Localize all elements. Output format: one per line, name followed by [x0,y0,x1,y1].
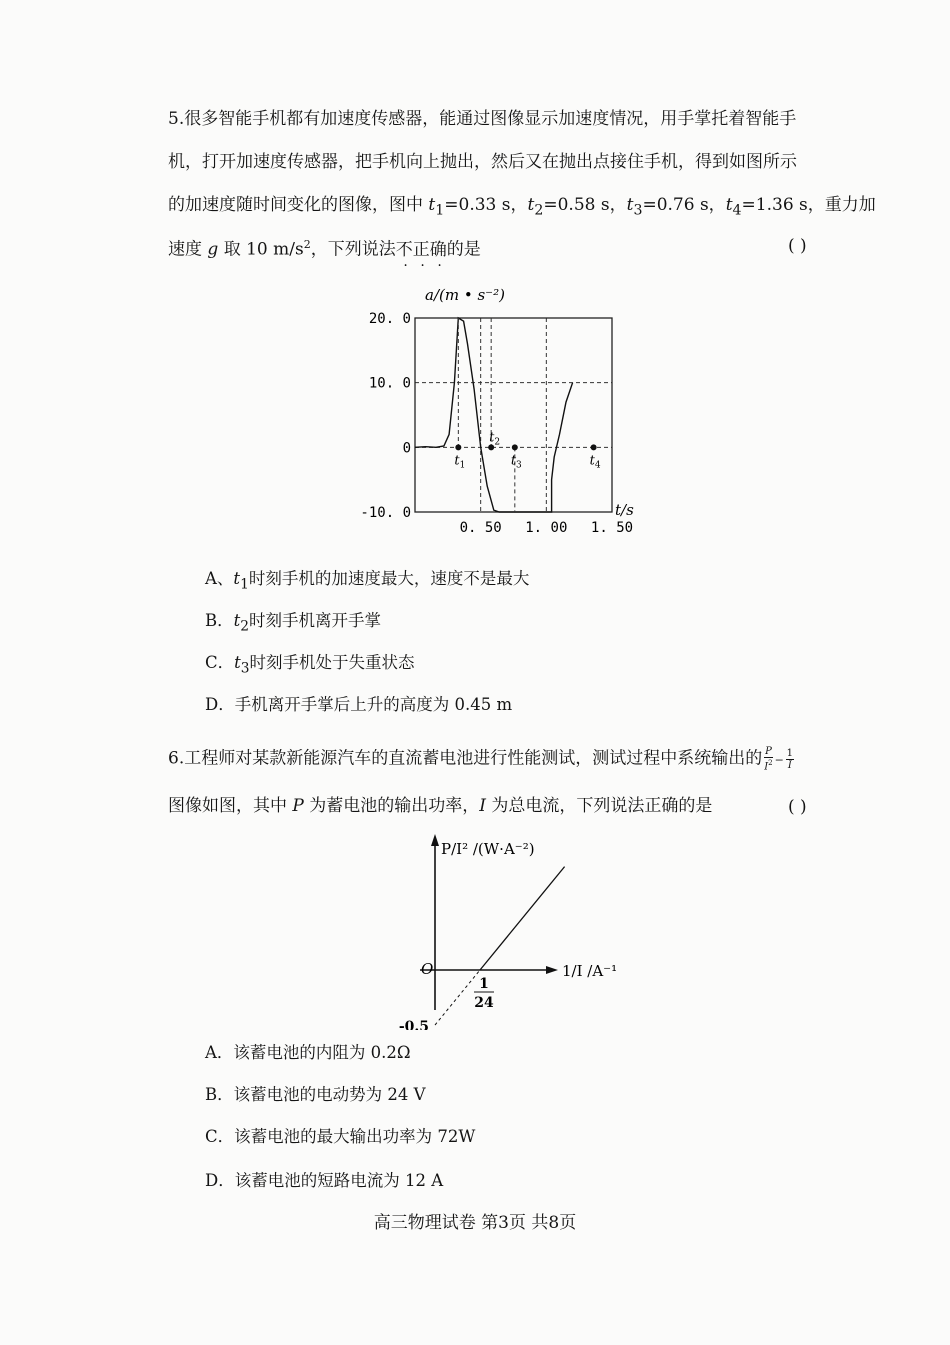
y-tick-label: 20. 0 [368,311,411,327]
time-marker-dot [591,444,597,450]
time-marker-dot [455,444,461,450]
q5-line-3: 的加速度随时间变化的图像，图中 $t_1=0.33$ s，$t_2=0.58$ s，$t_3=0.76$ s，$t_4=1.36$ s，重力加 [168,195,876,219]
y-tick-label: 0 [402,440,411,457]
q5-line-2: 机，打开加速度传感器，把手机向上抛出，然后又在抛出点接住手机，得到如图所示 [168,152,797,172]
battery-chart-body [399,834,617,1030]
q5-answer-bracket: ( ) [788,236,807,256]
time-marker-dot [512,444,518,450]
q6-answer-bracket: ( ) [788,797,807,817]
x-tick-label: 1. 50 [590,520,634,536]
x-intercept-num: 1 [479,976,489,992]
y-tick-label: 10. 0 [368,375,411,392]
time-marker-label: $t_1$ [454,453,466,471]
accel-curve [415,318,573,512]
q5-option-b[interactable]: B．$t_2$时刻手机离开手掌 [205,611,382,635]
x-tick-label: 0. 50 [459,520,502,536]
y-axis-label: P/I² /(W·A⁻²) [441,840,535,858]
extrapolation-line [435,970,480,1025]
q6-option-c[interactable]: C．该蓄电池的最大输出功率为 72W [205,1127,476,1146]
y-intercept-label: -0.5 [398,1019,429,1030]
emphasis-char: 不 [395,239,413,260]
emphasis-char: 正 [412,239,430,260]
origin-label: O [421,960,434,978]
q5-option-d[interactable]: D．手机离开手掌后上升的高度为 0.45 m [205,695,513,714]
plot-frame [415,318,612,512]
y-axis-label: a/(m • s⁻²) [425,286,505,304]
q6-option-a[interactable]: A．该蓄电池的内阻为 0.2Ω [205,1043,411,1062]
page-footer: 高三物理试卷 第3页 共8页 [373,1213,577,1233]
x-axis-label: t/s [615,501,634,519]
q6-option-d[interactable]: D．该蓄电池的短路电流为 12 A [205,1171,444,1190]
time-marker-label: $t_3$ [510,453,522,471]
x-tick-label: 1. 00 [525,520,568,536]
data-line [480,867,565,970]
q5-option-a[interactable]: A、$t_1$时刻手机的加速度最大，速度不是最大 [205,569,530,593]
accel-chart-body [360,286,634,536]
q5-line-1: 5.很多智能手机都有加速度传感器，能通过图像显示加速度情况，用手掌托着智能手 [168,109,797,129]
q6-option-b[interactable]: B．该蓄电池的电动势为 24 V [205,1085,426,1104]
accel-chart [355,278,655,548]
x-intercept-den: 24 [474,995,494,1011]
x-axis-label: 1/I /A⁻¹ [562,962,618,980]
q6-line-2: 图像如图，其中 P 为蓄电池的输出功率，I 为总电流，下列说法正确的是 [168,796,713,816]
time-marker-label: $t_4$ [589,453,601,471]
q6-line-1: 6.工程师对某款新能源汽车的直流蓄电池进行性能测试，测试过程中系统输出的 $\frac{P}{I^2} - \frac{1}{I}$ [168,746,794,773]
y-tick-label: -10. 0 [360,505,411,521]
emphasis-char: 确 [429,239,447,260]
time-marker-label: $t_2$ [489,430,501,448]
battery-chart [390,830,630,1030]
y-axis-arrow [431,834,439,846]
x-axis-arrow [546,966,558,974]
q5-option-c[interactable]: C．$t_3$时刻手机处于失重状态 [205,653,415,677]
q5-line-4: 速度 g 取 10 $m/s^2$，下列说法不正确的是 [168,238,481,260]
